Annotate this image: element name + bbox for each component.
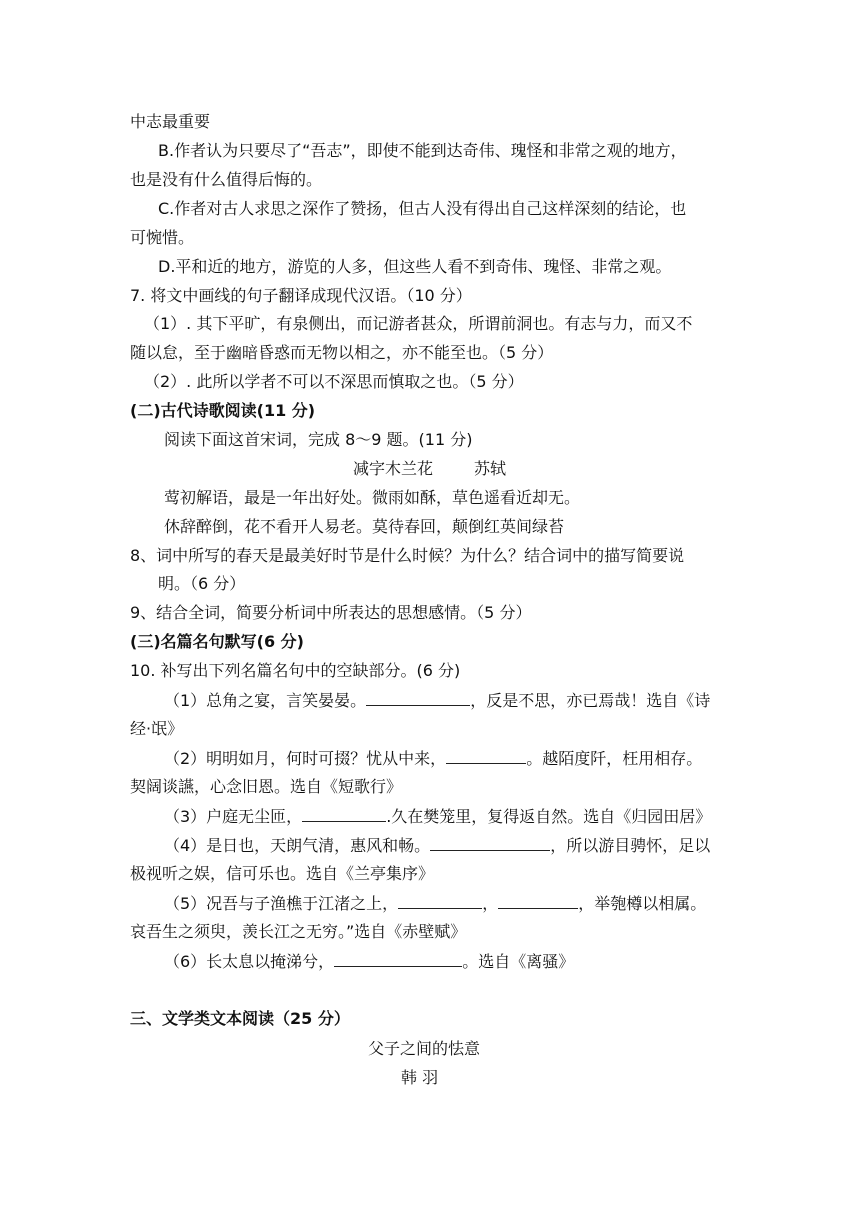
section-heading-poetry: (二)古代诗歌阅读(11 分)	[130, 401, 316, 420]
answer-blank[interactable]	[366, 689, 470, 706]
poem-title: 减字木兰花	[353, 459, 434, 478]
fill-item-text: （5）况吾与子渔樵于江渚之上，	[164, 894, 399, 913]
fill-item-text: 。选自《离骚》	[462, 952, 575, 971]
poem-line-2: 休辞醉倒，花不看开人易老。莫待春回，颠倒红英间绿苔	[164, 517, 565, 536]
text-line: 随以怠，至于幽暗昏惑而无物以相之，亦不能至也。（5 分）	[130, 343, 554, 362]
fill-item-text: （3）户庭无尘匝，	[164, 807, 303, 826]
text-line: 契阔谈讌，心念旧恩。选自《短歌行》	[130, 777, 403, 796]
question-7-part-1: （1）. 其下平旷，有泉侧出，而记游者甚众，所谓前洞也。有志与力，而又不	[144, 314, 693, 333]
fill-item-text: ，举匏樽以相属。	[578, 894, 707, 913]
fill-item-1	[164, 689, 710, 712]
poetry-instruction: 阅读下面这首宋词，完成 8～9 题。(11 分)	[164, 430, 473, 449]
fill-item-text: .久在樊笼里，复得返自然。选自《归园田居》	[386, 807, 712, 826]
option-b-line: B.作者认为只要尽了“吾志”，即使不能到达奇伟、瑰怪和非常之观的地方，	[158, 141, 687, 160]
answer-blank[interactable]	[334, 950, 462, 967]
poem-author: 苏轼	[474, 459, 507, 478]
text-line: 也是没有什么值得后悔的。	[130, 170, 323, 189]
answer-blank[interactable]	[446, 747, 526, 764]
fill-item-4	[164, 834, 710, 857]
article-title: 父子之间的怯意	[368, 1039, 481, 1058]
answer-blank[interactable]	[302, 805, 386, 822]
text-line: 经·氓》	[130, 719, 184, 738]
fill-item-text: ，所以游目骋怀，足以	[550, 836, 711, 855]
poem-line-1: 莺初解语，最是一年出好处。微雨如酥，草色遥看近却无。	[164, 488, 581, 507]
answer-blank[interactable]	[430, 834, 550, 851]
fill-item-2	[164, 747, 702, 770]
fill-item-text: （6）长太息以掩涕兮，	[164, 952, 335, 971]
question-9: 9、结合全词，简要分析词中所表达的思想感情。（5 分）	[130, 603, 532, 622]
option-c-line: C.作者对古人求思之深作了赞扬，但古人没有得出自己这样深刻的结论，也	[158, 199, 687, 218]
fill-item-text: 。越陌度阡，枉用相存。	[526, 749, 703, 768]
fill-item-6	[164, 950, 574, 973]
question-8: 8、词中所写的春天是最美好时节是什么时候？为什么？结合词中的描写简要说	[130, 546, 685, 565]
article-author: 韩 羽	[401, 1068, 439, 1087]
fill-item-text: ，	[482, 894, 499, 913]
question-10: 10. 补写出下列名篇名句中的空缺部分。(6 分)	[130, 661, 461, 680]
text-line: 哀吾生之须臾，羡长江之无穷。”选自《赤壁赋》	[130, 922, 467, 941]
fill-item-text: （4）是日也，天朗气清，惠风和畅。	[164, 836, 431, 855]
text-line: 明。（6 分）	[158, 574, 246, 593]
text-line: 极视听之娱，信可乐也。选自《兰亭集序》	[130, 864, 435, 883]
fill-item-text: （1）总角之宴，言笑晏晏。	[164, 691, 367, 710]
answer-blank[interactable]	[398, 892, 482, 909]
option-d-line: D.平和近的地方，游览的人多，但这些人看不到奇伟、瑰怪、非常之观。	[158, 257, 672, 276]
fill-item-5	[164, 892, 706, 915]
text-line: 可惋惜。	[130, 228, 195, 247]
question-7: 7. 将文中画线的句子翻译成现代汉语。（10 分）	[130, 286, 472, 305]
question-7-part-2: （2）. 此所以学者不可以不深思而慎取之也。（5 分）	[144, 372, 524, 391]
fill-item-text: ，反是不思，亦已焉哉！选自《诗	[470, 691, 711, 710]
section-heading-recitation: (三)名篇名句默写(6 分)	[130, 632, 304, 651]
answer-blank[interactable]	[498, 892, 578, 909]
text-line: 中志最重要	[130, 112, 211, 131]
section-heading-literary: 三、文学类文本阅读（25 分）	[130, 1009, 350, 1028]
fill-item-text: （2）明明如月，何时可掇？忧从中来，	[164, 749, 447, 768]
fill-item-3	[164, 805, 711, 828]
